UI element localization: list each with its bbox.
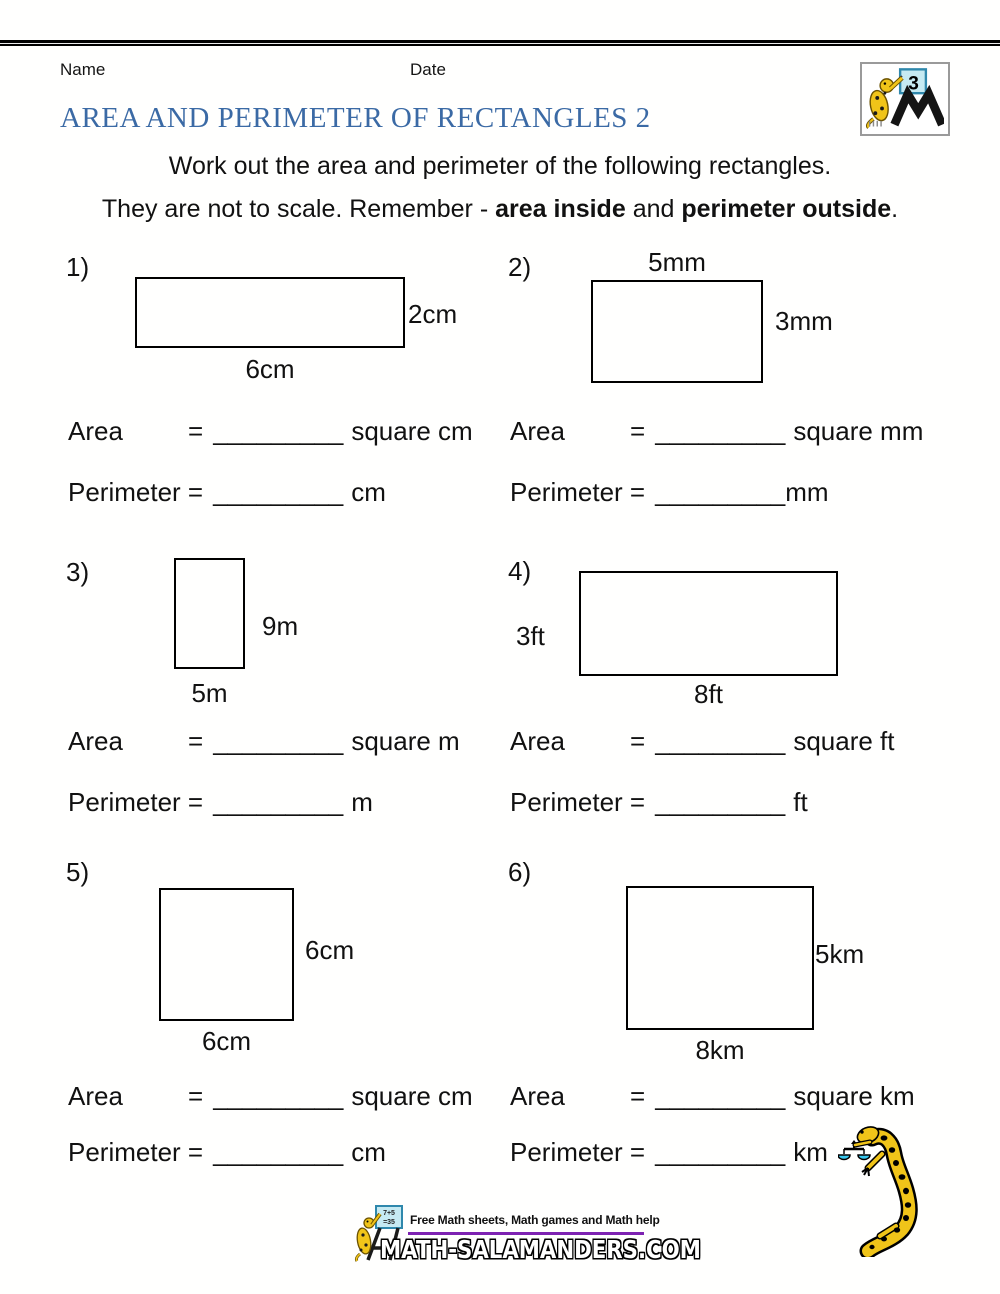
- perimeter-unit: mm: [785, 477, 829, 507]
- equals-sign: =: [630, 726, 646, 756]
- equals-sign: =: [188, 1081, 204, 1111]
- area-label: Area: [510, 1081, 565, 1111]
- perimeter-label: Perimeter =: [68, 477, 204, 507]
- problem-4-width-label: 8ft: [694, 679, 723, 709]
- answer-blank: _________: [213, 726, 344, 756]
- problem-1-rectangle: [135, 277, 405, 348]
- problem-1-height-label: 2cm: [408, 299, 458, 329]
- problem-6-number: 6): [508, 857, 532, 887]
- answer-blank: _________: [655, 416, 786, 446]
- answer-blank: _________: [655, 477, 786, 507]
- salamander-mascot: [838, 1122, 938, 1262]
- site-logo-badge: [860, 62, 950, 136]
- footer-site-name: MATH-SALAMANDERS.COM: [380, 1235, 701, 1264]
- answer-blank: _________: [213, 1137, 344, 1167]
- answer-blank: _________: [655, 1137, 786, 1167]
- problem-3-area-line: [68, 726, 460, 757]
- problem-3-width-label: 5m: [191, 678, 228, 708]
- instruction-bold-area-inside: area inside: [495, 195, 626, 223]
- problem-3-perimeter-line: [68, 787, 373, 818]
- footer-tagline: Free Math sheets, Math games and Math help: [410, 1213, 660, 1227]
- problem-6-width-label: 8km: [695, 1035, 745, 1065]
- equals-sign: =: [630, 416, 646, 446]
- area-unit: square mm: [793, 416, 924, 446]
- perimeter-unit: cm: [351, 477, 386, 507]
- problem-1-width-label: 6cm: [245, 354, 295, 384]
- area-label: Area: [68, 416, 123, 446]
- area-unit: square cm: [351, 416, 473, 446]
- answer-blank: _________: [213, 416, 344, 446]
- salamander-with-scales-icon: [838, 1122, 938, 1257]
- perimeter-label: Perimeter =: [510, 477, 646, 507]
- area-label: Area: [510, 726, 565, 756]
- logo-level-number: 3: [908, 73, 919, 95]
- problem-1-number: 1): [66, 252, 90, 282]
- date-label: Date: [410, 60, 446, 79]
- header-divider: [0, 40, 1000, 46]
- problem-6-perimeter-line: [510, 1137, 828, 1168]
- area-unit: square km: [793, 1081, 915, 1111]
- problem-2-perimeter-line: [510, 477, 829, 508]
- footer-board-line-2: =35: [383, 1219, 395, 1226]
- instruction-line-2-suffix: .: [891, 195, 899, 223]
- perimeter-unit: km: [793, 1137, 828, 1167]
- instruction-line-2: [0, 195, 1000, 224]
- problem-6-area-line: [510, 1081, 915, 1112]
- perimeter-unit: ft: [793, 787, 808, 817]
- problem-2-number: 2): [508, 252, 532, 282]
- problem-4-area-line: [510, 726, 895, 757]
- problem-5-width-label: 6cm: [201, 1026, 252, 1056]
- page-title: AREA AND PERIMETER OF RECTANGLES 2: [60, 102, 651, 134]
- equals-sign: =: [188, 726, 204, 756]
- area-unit: square m: [351, 726, 460, 756]
- instruction-line-2-mid: and: [625, 195, 682, 223]
- area-unit: square ft: [793, 726, 895, 756]
- problem-6-height-label: 5km: [815, 939, 865, 969]
- answer-blank: _________: [213, 787, 344, 817]
- problem-4-number: 4): [508, 556, 532, 586]
- perimeter-label: Perimeter =: [68, 787, 204, 817]
- instruction-line-1: Work out the area and perimeter of the following rectangles.: [168, 152, 832, 180]
- perimeter-unit: cm: [351, 1137, 386, 1167]
- area-label: Area: [68, 726, 123, 756]
- salamander-easel-icon: [862, 64, 944, 130]
- equals-sign: =: [630, 1081, 646, 1111]
- perimeter-label: Perimeter =: [510, 787, 646, 817]
- problem-2-area-line: [510, 416, 923, 447]
- area-label: Area: [68, 1081, 123, 1111]
- area-label: Area: [510, 416, 565, 446]
- problem-1-area-line: [68, 416, 473, 447]
- problem-6-rectangle: [626, 886, 814, 1030]
- problem-3-number: 3): [66, 557, 90, 587]
- equals-sign: =: [188, 416, 204, 446]
- problem-5-number: 5): [66, 857, 90, 887]
- problem-5-height-label: 6cm: [305, 935, 355, 965]
- problem-4-perimeter-line: [510, 787, 808, 818]
- problem-4-height-label: 3ft: [516, 621, 545, 651]
- problem-2-height-label: 3mm: [775, 306, 833, 336]
- footer-board-line-1: 7+5: [383, 1210, 395, 1217]
- name-label: Name: [60, 60, 106, 79]
- answer-blank: _________: [655, 1081, 786, 1111]
- instruction-line-2-prefix: They are not to scale. Remember -: [101, 195, 496, 223]
- problem-2-width-label: 5mm: [648, 247, 706, 277]
- perimeter-label: Perimeter =: [68, 1137, 204, 1167]
- problem-5-rectangle: [159, 888, 294, 1021]
- perimeter-unit: m: [351, 787, 373, 817]
- problem-5-perimeter-line: [68, 1137, 386, 1168]
- area-unit: square cm: [351, 1081, 473, 1111]
- answer-blank: _________: [655, 726, 786, 756]
- problem-2-rectangle: [591, 280, 763, 383]
- problem-4-rectangle: [579, 571, 838, 676]
- answer-blank: _________: [655, 787, 786, 817]
- problem-3-rectangle: [174, 558, 245, 669]
- problem-1-perimeter-line: [68, 477, 386, 508]
- instruction-bold-perimeter-outside: perimeter outside: [681, 195, 892, 223]
- problem-5-area-line: [68, 1081, 473, 1112]
- perimeter-label: Perimeter =: [510, 1137, 646, 1167]
- answer-blank: _________: [213, 477, 344, 507]
- problem-3-height-label: 9m: [262, 611, 299, 641]
- answer-blank: _________: [213, 1081, 344, 1111]
